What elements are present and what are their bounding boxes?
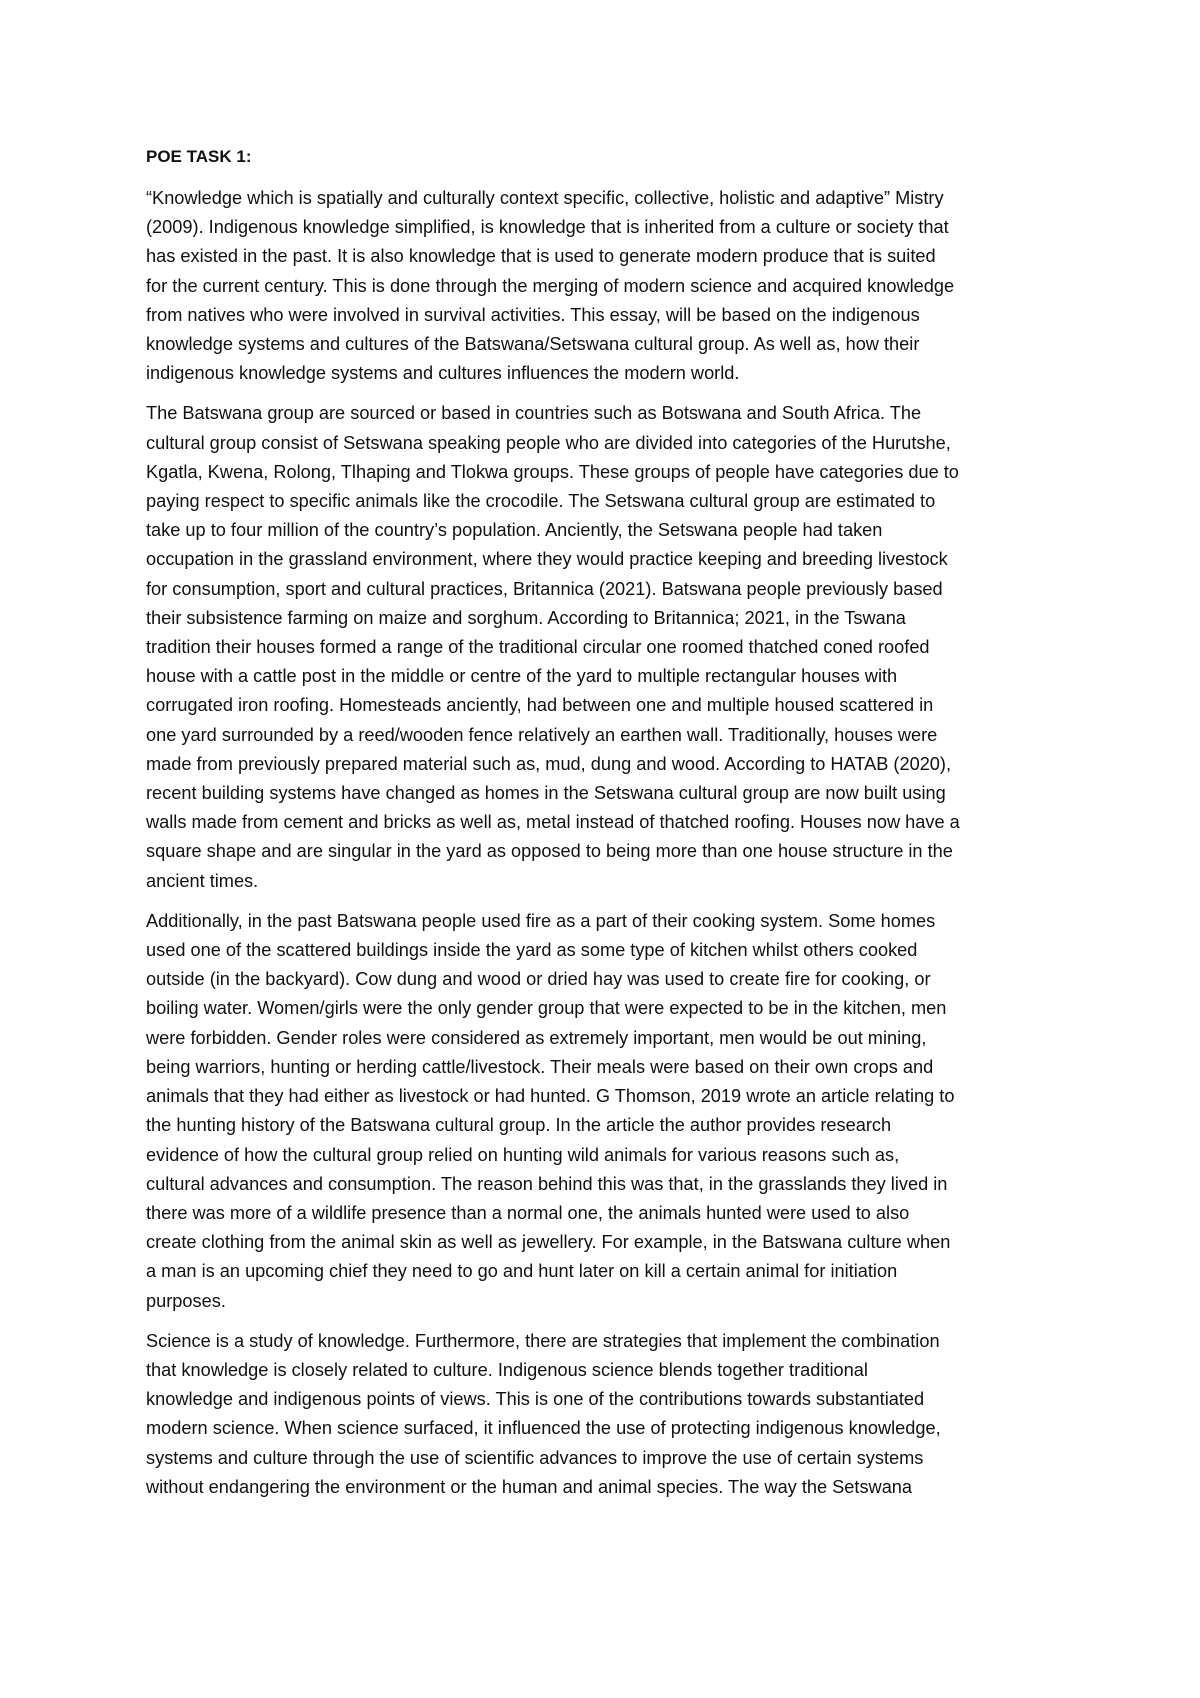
text-line: a man is an upcoming chief they need to go and hunt later on kill a certain animal for initiation xyxy=(146,1261,898,1282)
text-line: “Knowledge which is spatially and culturally context specific, collective, holistic and adaptive” Mistry xyxy=(146,188,944,208)
text-line: (2009). Indigenous knowledge simplified, is knowledge that is inherited from a culture or society that xyxy=(146,217,949,238)
text-line: animals that they had either as livestock or had hunted. G Thomson, 2019 wrote an article relating to xyxy=(146,1086,955,1107)
text-line: create clothing from the animal skin as well as jewellery. For example, in the Batswana culture when xyxy=(146,1232,951,1253)
text-line: Science is a study of knowledge. Furthermore, there are strategies that implement the combination xyxy=(146,1330,940,1351)
text-line: used one of the scattered buildings inside the yard as some type of kitchen whilst others cooked xyxy=(146,940,918,961)
text-line: for consumption, sport and cultural practices, Britannica (2021). Batswana people previously based xyxy=(146,578,943,599)
text-line: indigenous knowledge systems and cultures influences the modern world. xyxy=(146,363,740,384)
paragraph xyxy=(146,1327,1056,1502)
text-line: take up to four million of the country’s population. Anciently, the Setswana people had taken xyxy=(146,520,883,541)
text-line: house with a cattle post in the middle or centre of the yard to multiple rectangular houses with xyxy=(146,666,898,687)
text-line: ancient times. xyxy=(146,870,259,891)
text-line: corrugated iron roofing. Homesteads anciently, had between one and multiple housed scattered in xyxy=(146,695,934,716)
text-line: paying respect to specific animals like the crocodile. The Setswana cultural group are estimated to xyxy=(146,491,936,512)
text-line: has existed in the past. It is also knowledge that is used to generate modern produce that is suited xyxy=(146,246,936,267)
document-body xyxy=(146,184,1056,1502)
paragraph xyxy=(146,184,1056,388)
text-line: tradition their houses formed a range of the traditional circular one roomed thatched coned roofed xyxy=(146,637,930,658)
text-line: cultural group consist of Setswana speaking people who are divided into categories of the Hurutshe, xyxy=(146,432,951,453)
text-line: square shape and are singular in the yard as opposed to being more than one house structure in the xyxy=(146,841,953,862)
text-line: knowledge systems and cultures of the Batswana/Setswana cultural group. As well as, how their xyxy=(146,334,920,355)
text-line: Kgatla, Kwena, Rolong, Tlhaping and Tlokwa groups. These groups of people have categories due to xyxy=(146,461,959,482)
text-line: boiling water. Women/girls were the only gender group that were expected to be in the kitchen, men xyxy=(146,998,947,1019)
text-line: The Batswana group are sourced or based in countries such as Botswana and South Africa. The xyxy=(146,403,922,424)
text-line: recent building systems have changed as homes in the Setswana cultural group are now built using xyxy=(146,783,946,804)
text-line: being warriors, hunting or herding cattle/livestock. Their meals were based on their own crops and xyxy=(146,1056,934,1077)
text-line: without endangering the environment or the human and animal species. The way the Setswana xyxy=(146,1476,913,1497)
text-line: outside (in the backyard). Cow dung and wood or dried hay was used to create fire for cooking, or xyxy=(146,969,931,990)
text-line: were forbidden. Gender roles were considered as extremely important, men would be out mining, xyxy=(146,1027,927,1048)
paragraph xyxy=(146,907,1056,1316)
text-line: purposes. xyxy=(146,1290,226,1311)
text-line: for the current century. This is done through the merging of modern science and acquired knowledge xyxy=(146,275,955,296)
document-page xyxy=(146,144,1056,1513)
text-line: occupation in the grassland environment, where they would practice keeping and breeding livestock xyxy=(146,549,948,570)
text-line: made from previously prepared material such as, mud, dung and wood. According to HATAB (2020), xyxy=(146,753,952,774)
text-line: knowledge and indigenous points of views. This is one of the contributions towards substantiated xyxy=(146,1389,925,1410)
text-line: from natives who were involved in survival activities. This essay, will be based on the indigenous xyxy=(146,304,920,325)
document-heading: POE TASK 1: xyxy=(146,147,252,166)
text-line: that knowledge is closely related to culture. Indigenous science blends together traditional xyxy=(146,1359,868,1380)
text-line: modern science. When science surfaced, it influenced the use of protecting indigenous knowledge, xyxy=(146,1418,941,1439)
text-line: systems and culture through the use of scientific advances to improve the use of certain systems xyxy=(146,1447,924,1468)
text-line: cultural advances and consumption. The reason behind this was that, in the grasslands they lived in xyxy=(146,1173,948,1194)
text-line: walls made from cement and bricks as well as, metal instead of thatched roofing. Houses now have a xyxy=(146,812,960,833)
text-line: the hunting history of the Batswana cultural group. In the article the author provides research xyxy=(146,1115,892,1136)
text-line: there was more of a wildlife presence than a normal one, the animals hunted were used to also xyxy=(146,1202,910,1223)
text-line: Additionally, in the past Batswana people used fire as a part of their cooking system. Some homes xyxy=(146,910,936,931)
text-line: their subsistence farming on maize and sorghum. According to Britannica; 2021, in the Tswana xyxy=(146,607,906,628)
text-line: evidence of how the cultural group relied on hunting wild animals for various reasons such as, xyxy=(146,1144,900,1165)
text-line: one yard surrounded by a reed/wooden fence relatively an earthen wall. Traditionally, houses were xyxy=(146,724,938,745)
paragraph xyxy=(146,399,1056,895)
